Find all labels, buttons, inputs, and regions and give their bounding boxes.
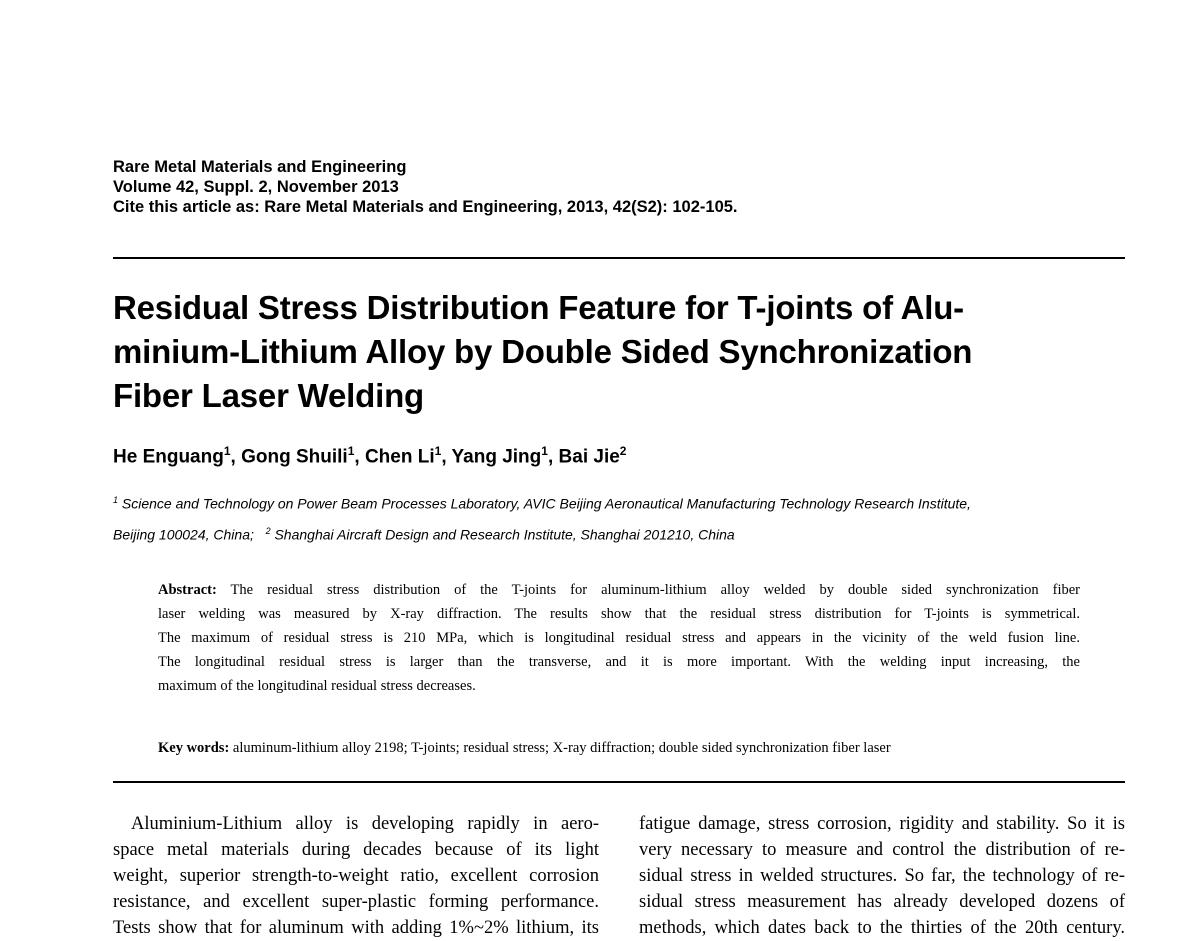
title-line: Residual Stress Distribution Feature for T-joints of Alu- <box>113 289 964 326</box>
journal-name: Rare Metal Materials and Engineering <box>113 158 407 176</box>
author-affiliation-mark: 1 <box>434 444 442 458</box>
affiliation-line <box>113 518 1133 549</box>
body-line: fatigue damage, stress corrosion, rigidity and stability. So it is <box>639 814 1125 834</box>
affiliation-line <box>113 487 1133 518</box>
header-divider <box>113 257 1125 259</box>
body-column-right <box>639 811 1125 941</box>
author-name: He Enguang <box>113 446 224 468</box>
body-line: resistance, and excellent super-plastic forming performance. <box>113 892 599 912</box>
author-affiliation-mark: 1 <box>541 444 548 458</box>
journal-header <box>113 157 738 217</box>
citation-line: Cite this article as: Rare Metal Materials and Engineering, 2013, 42(S2): 102-105. <box>113 198 738 216</box>
abstract-line <box>158 578 1080 602</box>
paper-title <box>113 286 1113 418</box>
abstract-line: The maximum of residual stress is 210 MPa, which is longitudinal residual stress and appears in the vicinity of the weld fusion line. <box>158 630 1080 646</box>
body-line: sidual stress in welded structures. So far, the technology of re- <box>639 866 1125 886</box>
affiliation-text: Shanghai Aircraft Design and Research Institute, Shanghai 201210, China <box>274 526 735 543</box>
author-affiliation-mark: 1 <box>223 444 231 458</box>
affiliations <box>113 487 1133 548</box>
abstract <box>158 578 1080 698</box>
author-name: Bai Jie <box>558 446 620 468</box>
title-line: Fiber Laser Welding <box>113 377 424 414</box>
body-line: methods, which dates back to the thirties of the 20th century. <box>639 918 1125 938</box>
keywords <box>158 737 891 759</box>
author-name: Gong Shuili <box>241 446 348 468</box>
body-line: weight, superior strength-to-weight ratio, excellent corrosion <box>113 866 599 886</box>
body-column-left <box>113 811 599 941</box>
body-line: Aluminium-Lithium alloy is developing rapidly in aero- <box>131 814 599 834</box>
body-line: sidual stress measurement has already developed dozens of <box>639 892 1125 912</box>
abstract-line: maximum of the longitudinal residual stress decreases. <box>158 678 476 694</box>
affiliation-text: Beijing 100024, China; <box>113 526 254 543</box>
abstract-line: laser welding was measured by X-ray diffraction. The results show that the residual stress distribution for T-joints is symmetrical. <box>158 606 1080 622</box>
keywords-text: aluminum-lithium alloy 2198; T-joints; residual stress; X-ray diffraction; double sided synchronization fiber laser <box>232 740 891 756</box>
journal-volume: Volume 42, Suppl. 2, November 2013 <box>113 178 399 196</box>
affiliation-text: Science and Technology on Power Beam Processes Laboratory, AVIC Beijing Aeronautical Manufacturing Technology Research Institute, <box>121 495 971 512</box>
author-list: He Enguang$^1$, Gong Shuili$^1$, Chen Li$^1$, Yang Jing$^1$, Bai Jie$^2$ <box>113 444 627 468</box>
abstract-text: The residual stress distribution of the T-joints for aluminum-lithium alloy welded by double sided synchronization fiber <box>230 582 1080 598</box>
abstract-divider <box>113 781 1125 783</box>
abstract-label: Abstract: <box>158 582 217 598</box>
title-line: minium-Lithium Alloy by Double Sided Synchronization <box>113 333 973 370</box>
abstract-line: The longitudinal residual stress is larger than the transverse, and it is more important. With the welding input increasing, the <box>158 654 1080 670</box>
body-line: space metal materials during decades because of its light <box>113 840 599 860</box>
keywords-label: Key words: <box>158 740 230 756</box>
affiliation-mark: 1 <box>113 495 119 505</box>
body-line: Tests show that for aluminum with adding 1%~2% lithium, its <box>113 918 599 938</box>
author-affiliation-mark: 1 <box>347 444 355 458</box>
author-name: Chen Li <box>364 446 435 468</box>
author-affiliation-mark: 2 <box>619 444 627 458</box>
author-name: Yang Jing <box>451 446 542 468</box>
affiliation-mark: 2 <box>265 525 271 536</box>
body-line: very necessary to measure and control the distribution of re- <box>639 840 1125 860</box>
